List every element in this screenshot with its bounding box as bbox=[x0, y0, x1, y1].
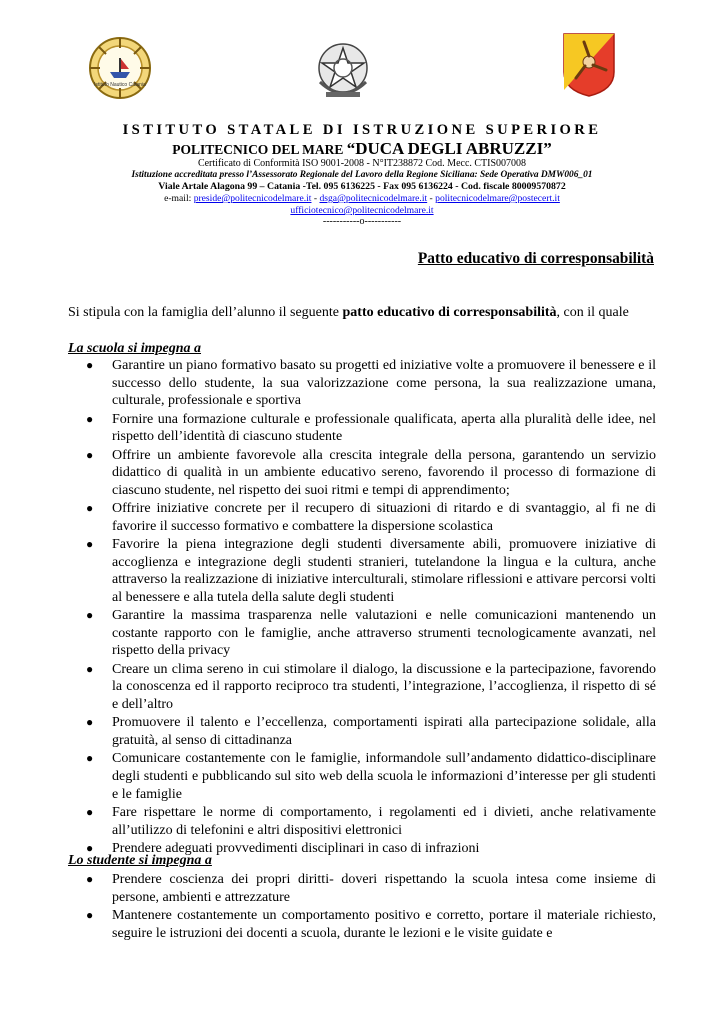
document-title: Patto educativo di corresponsabilità bbox=[417, 250, 654, 267]
email-link-dsga[interactable]: dsga@politecnicodelmare.it bbox=[319, 193, 428, 204]
list-item bbox=[68, 871, 656, 906]
intro-text-bold: patto educativo di corresponsabilità bbox=[342, 305, 557, 320]
list-item-text: Fornire una formazione culturale e professionale qualificata, aperta alla pluralità delle idee, nel rispetto dell’identità di ciascuno studente bbox=[112, 411, 656, 445]
address-line: Viale Artale Alagona 99 – Catania -Tel. 095 6136225 - Fax 095 6136224 - Cod. fiscale 80009570872 bbox=[158, 181, 566, 192]
bullet-icon: ● bbox=[86, 907, 94, 922]
school-name: ISTITUTO STATALE DI ISTRUZIONE SUPERIORE bbox=[122, 122, 602, 138]
email-separator: - bbox=[311, 193, 320, 204]
sicily-region-crest bbox=[562, 32, 616, 98]
certificate-line: Certificato di Conformità ISO 9001-2008 - N°IT238872 Cod. Mecc. CTIS007008 bbox=[197, 158, 527, 169]
bullet-icon: ● bbox=[86, 537, 94, 552]
email-link-technical-office[interactable]: ufficiotecnico@politecnicodelmare.it bbox=[290, 205, 434, 216]
list-item bbox=[68, 750, 656, 803]
list-item bbox=[68, 447, 656, 500]
list-item bbox=[68, 607, 656, 660]
list-item bbox=[68, 804, 656, 839]
italian-republic-emblem bbox=[312, 38, 374, 102]
list-item-text: Mantenere costantemente un comportamento positivo e corretto, portare il materiale richiesto, seguire le istruzioni dei docenti a scuola, durante le lezioni e le visite guidate e bbox=[112, 907, 656, 941]
list-item-text: Comunicare costantemente con le famiglie, informandole sull’andamento didattico-disciplinare degli studenti e pubblicando sul sito web della scuola le informazioni d’interesse per gli studenti e le famiglie bbox=[112, 751, 656, 802]
list-item-text: Garantire la massima trasparenza nelle valutazioni e nelle comunicazioni mantenendo un costante rapporto con le famiglie, anche attraverso strumenti tecnologicamente avanzati, nel rispetto della privacy bbox=[112, 608, 656, 659]
bullet-icon: ● bbox=[86, 608, 94, 623]
list-item-text: Creare un clima sereno in cui stimolare il dialogo, la discussione e la partecipazione, favorendo la conoscenza ed il rapporto reciproco tra studenti, l’integrazione, l’accoglienza, il rispetto di sé e dell’altro bbox=[112, 661, 656, 713]
bullet-icon: ● bbox=[86, 805, 94, 820]
polytechnic-title: “DUCA DEGLI ABRUZZI” bbox=[346, 139, 552, 158]
bullet-icon: ● bbox=[86, 447, 94, 462]
list-item bbox=[68, 500, 656, 535]
bullet-icon: ● bbox=[86, 715, 94, 730]
intro-text-start: Si stipula con la famiglia dell’alunno il seguente bbox=[68, 305, 343, 320]
list-item-text: Promuovere il talento e l’eccellenza, comportamenti ispirati alla partecipazione solidale, alla gratuità, al senso di cittadinanza bbox=[112, 715, 656, 749]
bullet-icon: ● bbox=[86, 841, 94, 855]
list-item-text: Garantire un piano formativo basato su progetti ed iniziative volte a promuovere il benessere e il successo dello studente, la sua valorizzazione come persona, la sua realizzazione umana, culturale, professionale e sportiva bbox=[112, 358, 656, 409]
bullet-icon: ● bbox=[86, 751, 94, 766]
bullet-icon: ● bbox=[86, 501, 94, 516]
list-item-text: Offrire un ambiente favorevole alla crescita integrale della persona, garantendo un servizio didattico di qualità in un ambiente educativo sereno, favorendo il processo di formazione di ciascuno studente, nel rispetto dei suoi ritmi e tempi di apprendimento; bbox=[112, 447, 656, 498]
student-section-heading: Lo studente si impegna a bbox=[68, 853, 212, 868]
bullet-icon: ● bbox=[86, 411, 94, 426]
intro-paragraph bbox=[68, 305, 658, 321]
header-separator: -----------o----------- bbox=[322, 216, 402, 227]
list-item-text: Prendere adeguati provvedimenti disciplinari in caso di infrazioni bbox=[112, 841, 480, 856]
polytechnic-name bbox=[60, 139, 664, 159]
list-item-text: Fare rispettare le norme di comportamento, i regolamenti ed i divieti, anche relativamente all’utilizzo di telefonini e altri dispositivi elettronici bbox=[112, 805, 656, 838]
list-item-text: Prendere coscienza dei propri diritti- doveri rispettando la scuola intesa come insieme di persone, ambienti e attrezzature bbox=[112, 872, 656, 905]
accreditation-line: Istituzione accreditata presso l’Assessorato Regionale del Lavoro della Regione Siciliana: Sede Operativa DMW006_01 bbox=[131, 170, 593, 180]
list-item-text: Offrire iniziative concrete per il recupero di situazioni di ritardo e di svantaggio, al fi ne di favorire il successo formativo e combattere la dispersione scolastica bbox=[112, 501, 656, 534]
email-line bbox=[60, 193, 664, 205]
email-link-pec[interactable]: politecnicodelmare@postecert.it bbox=[435, 193, 560, 204]
bullet-icon: ● bbox=[86, 661, 94, 676]
polytechnic-prefix: POLITECNICO DEL MARE bbox=[172, 142, 344, 157]
list-item bbox=[68, 536, 656, 606]
school-commitments-list bbox=[68, 357, 656, 858]
list-item bbox=[68, 907, 656, 942]
intro-text-end: , con il quale bbox=[556, 305, 629, 320]
list-item bbox=[68, 411, 656, 446]
email-separator: - bbox=[427, 193, 436, 204]
list-item bbox=[68, 714, 656, 749]
email-line-2 bbox=[60, 205, 664, 217]
svg-text:Istituto Nautico Catania: Istituto Nautico Catania bbox=[94, 82, 146, 88]
email-label: e-mail: bbox=[164, 193, 192, 204]
list-item-text: Favorire la piena integrazione degli studenti diversamente abili, promuovere iniziative di accoglienza e integrazione degli studenti stranieri, tutelandone la lingua e la cultura, anche attraverso la realizzazione di iniziative interculturali, stimolare riflessioni e attivare percorsi volti al benessere e alla tutela della salute degli studenti bbox=[112, 537, 656, 605]
email-link-preside[interactable]: preside@politecnicodelmare.it bbox=[193, 193, 312, 204]
student-commitments-list bbox=[68, 871, 656, 943]
bullet-icon: ● bbox=[86, 872, 94, 886]
school-seal-logo bbox=[88, 36, 152, 100]
bullet-icon: ● bbox=[86, 358, 94, 372]
list-item bbox=[68, 661, 656, 714]
school-section-heading: La scuola si impegna a bbox=[68, 341, 202, 356]
list-item bbox=[68, 357, 656, 410]
